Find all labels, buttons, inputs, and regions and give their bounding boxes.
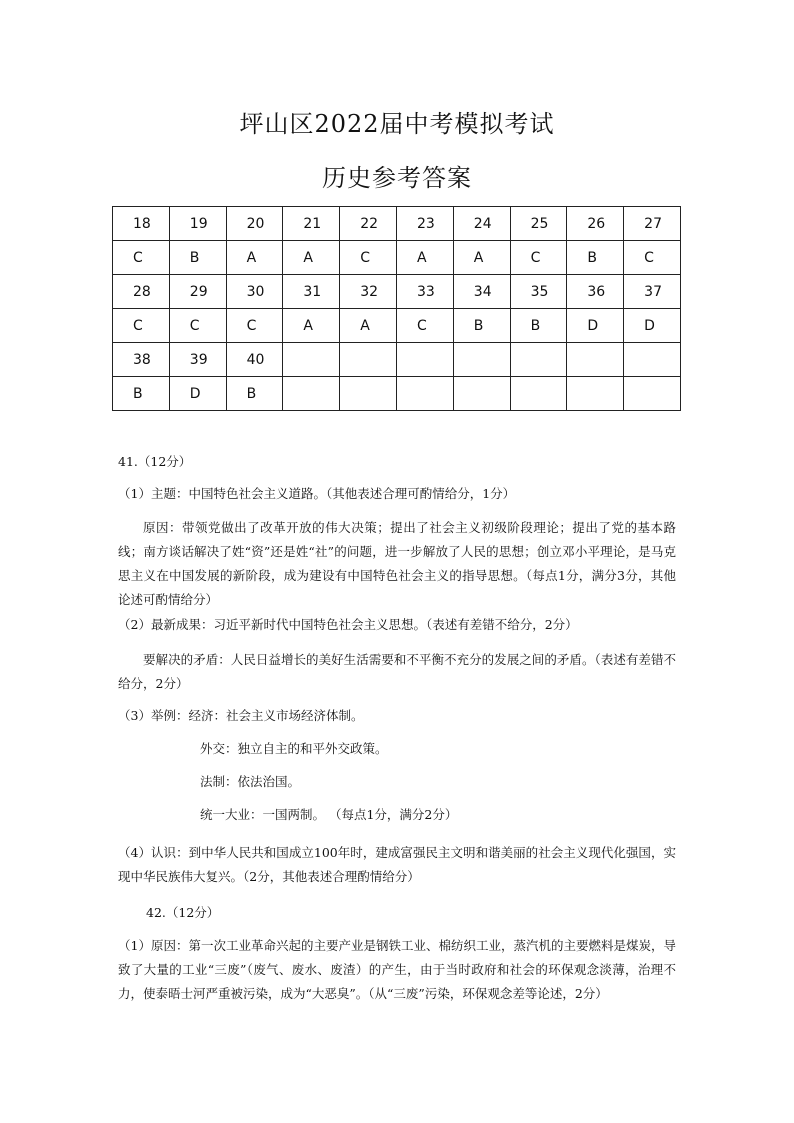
question-number-cell: 30	[226, 275, 283, 309]
question-number-cell: 29	[169, 275, 226, 309]
question-number-cell: 39	[169, 343, 226, 377]
answer-cell: C	[226, 309, 283, 343]
answer-cell: B	[510, 309, 567, 343]
question-number-cell: 35	[510, 275, 567, 309]
question-number-cell	[510, 343, 567, 377]
answer-cell	[340, 377, 397, 411]
answer-cell: D	[169, 377, 226, 411]
answer-cell: C	[340, 241, 397, 275]
question-number-cell	[624, 343, 681, 377]
q41-part1: （1）主题：中国特色社会主义道路。（其他表述合理可酌情给分，1分）	[118, 486, 516, 501]
answer-cell: A	[453, 241, 510, 275]
q42-part1: （1）原因：第一次工业革命兴起的主要产业是钢铁工业、棉纺织工业，蒸汽机的主要燃料是煤炭，导致了大量的工业“三废”（废气、废水、废渣）的产生，由于当时政府和社会的环保观念淡薄，治理不力，使泰晤士河严重被污染，成为“大恶臭”。（从“三废”污染，环保观念差等论述，2分）	[118, 938, 676, 1001]
q41-diplomacy: 外交：独立自主的和平外交政策。	[200, 741, 388, 756]
q41-part4: （4）认识：到中华人民共和国成立100年时，建成富强民主文明和谐美丽的社会主义现代化强国，实现中华民族伟大复兴。（2分，其他表述合理酌情给分）	[118, 845, 676, 884]
answer-cell	[283, 377, 340, 411]
answer-cell: C	[510, 241, 567, 275]
question-number-cell: 28	[113, 275, 170, 309]
q41-contradiction: 要解决的矛盾：人民日益增长的美好生活需要和不平衡不充分的发展之间的矛盾。（表述有差错不给分，2分）	[118, 652, 676, 691]
answer-row	[113, 241, 681, 275]
question-number-cell: 36	[567, 275, 624, 309]
question-number-cell: 33	[396, 275, 453, 309]
question-number-cell: 21	[283, 207, 340, 241]
q41-heading: 41.（12分）	[118, 454, 192, 469]
question-number-cell: 34	[453, 275, 510, 309]
answer-cell: D	[567, 309, 624, 343]
q42-heading: 42.（12分）	[146, 905, 220, 920]
document-title: 坪山区2022届中考模拟考试	[239, 110, 555, 138]
answer-cell: C	[396, 309, 453, 343]
question-number-cell: 32	[340, 275, 397, 309]
question-number-cell: 23	[396, 207, 453, 241]
question-number-cell: 37	[624, 275, 681, 309]
answer-cell: B	[453, 309, 510, 343]
question-number-cell	[567, 343, 624, 377]
question-number-cell: 22	[340, 207, 397, 241]
q41-legal: 法制：依法治国。	[200, 774, 301, 789]
answer-row	[113, 309, 681, 343]
answer-cell: B	[226, 377, 283, 411]
question-number-row	[113, 207, 681, 241]
question-number-cell: 40	[226, 343, 283, 377]
question-number-cell: 25	[510, 207, 567, 241]
question-number-cell: 38	[113, 343, 170, 377]
answer-cell: C	[113, 309, 170, 343]
question-number-cell: 26	[567, 207, 624, 241]
question-number-cell: 19	[169, 207, 226, 241]
answer-cell	[396, 377, 453, 411]
answer-cell: C	[624, 241, 681, 275]
answer-row	[113, 377, 681, 411]
answer-cell: B	[113, 377, 170, 411]
answer-cell: A	[283, 309, 340, 343]
question-number-cell	[283, 343, 340, 377]
answer-cell: C	[169, 309, 226, 343]
q41-part2: （2）最新成果：习近平新时代中国特色社会主义思想。（表述有差错不给分，2分）	[118, 617, 578, 632]
question-number-cell	[340, 343, 397, 377]
answer-cell	[510, 377, 567, 411]
question-number-cell: 18	[113, 207, 170, 241]
question-number-cell: 27	[624, 207, 681, 241]
answer-cell: B	[169, 241, 226, 275]
question-number-cell: 31	[283, 275, 340, 309]
answer-cell: D	[624, 309, 681, 343]
q41-reasons: 原因：带领党做出了改革开放的伟大决策；提出了社会主义初级阶段理论；提出了党的基本路线；南方谈话解决了姓“资”还是姓“社”的问题，进一步解放了人民的思想；创立邓小平理论，是马克思主义在中国发展的新阶段，成为建设有中国特色社会主义的指导思想。（每点1分，满分3分，其他论述可酌情给分）	[118, 520, 676, 607]
answer-cell: A	[396, 241, 453, 275]
answer-cell	[624, 377, 681, 411]
answer-cell: A	[226, 241, 283, 275]
question-number-row	[113, 275, 681, 309]
answer-table	[112, 206, 681, 411]
question-number-cell: 24	[453, 207, 510, 241]
answer-cell: A	[283, 241, 340, 275]
question-number-cell	[396, 343, 453, 377]
answer-cell	[567, 377, 624, 411]
question-number-cell	[453, 343, 510, 377]
document-subtitle: 历史参考答案	[322, 164, 472, 192]
answer-cell: B	[567, 241, 624, 275]
q41-part3: （3）举例：经济：社会主义市场经济体制。	[118, 708, 364, 723]
answer-cell: A	[340, 309, 397, 343]
question-number-cell: 20	[226, 207, 283, 241]
question-number-row	[113, 343, 681, 377]
q41-unification: 统一大业：一国两制。 （每点1分，满分2分）	[200, 807, 458, 822]
answer-cell	[453, 377, 510, 411]
answer-cell: C	[113, 241, 170, 275]
